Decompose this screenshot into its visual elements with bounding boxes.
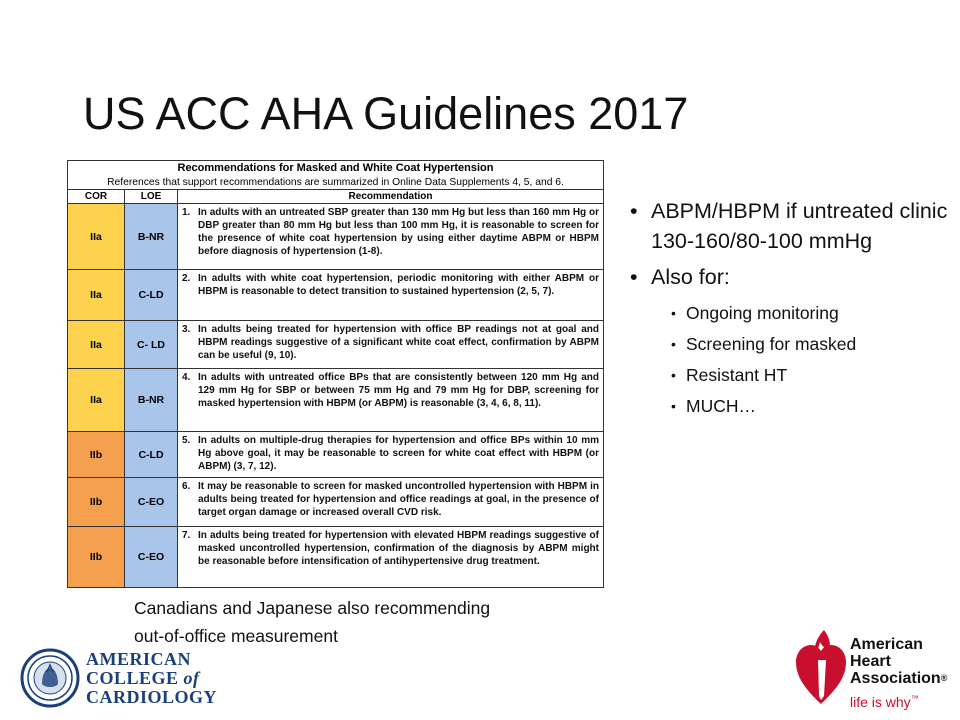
table-row (68, 204, 604, 270)
recommendation-cell (178, 527, 604, 588)
table-row (68, 321, 604, 369)
table-row (68, 478, 604, 527)
acc-of: of (183, 667, 200, 688)
acc-line: CARDIOLOGY (86, 686, 218, 707)
rec-number: 6. (182, 481, 191, 492)
aha-association: Association (850, 670, 941, 687)
bullet-also-for (630, 262, 950, 422)
table-row (68, 527, 604, 588)
acc-line: AMERICAN (86, 648, 191, 669)
rec-text: In adults being treated for hypertension with office BP readings not at goal and HBPM readings suggestive of a significant white coat effect, confirmation by ABPM can be useful (9, 10). (198, 324, 599, 361)
cor-cell: IIa (68, 270, 125, 321)
table-caption: Recommendations for Masked and White Coat Hypertension (68, 161, 604, 176)
cor-cell: IIa (68, 204, 125, 270)
aha-trademark: ™ (910, 694, 919, 703)
loe-cell: C- LD (125, 321, 178, 369)
sub-bullet: • Screening for masked (651, 329, 950, 360)
cor-cell: IIb (68, 432, 125, 478)
rec-text: In adults with an untreated SBP greater than 130 mm Hg but less than 160 mm Hg or DBP greater than 80 mm Hg but less than 100 mm Hg, it is reasonable to screen for the presence of white coat hypertension by using either daytime ABPM or HBPM before diagnosis of hypertension (1-8). (198, 207, 599, 257)
aha-tagline-text: life is why (850, 694, 911, 710)
rec-number: 7. (182, 530, 191, 541)
acc-wordmark (86, 650, 217, 707)
footnote-line: Canadians and Japanese also recommending (134, 598, 491, 618)
heart-torch-icon (794, 626, 848, 710)
bullet-list (630, 196, 950, 428)
header-cor: COR (68, 190, 125, 204)
rec-text: In adults with white coat hypertension, periodic monitoring with either ABPM or HBPM is reasonable to detect transition to sustained hypertension (2, 5, 7). (198, 273, 599, 297)
sub-bullet: • MUCH… (651, 391, 950, 422)
bullet-also-for-label: Also for: (651, 265, 730, 289)
rec-text: In adults being treated for hypertension with elevated HBPM readings suggestive of masked uncontrolled hypertension, confirmation of the diagnosis by ABPM might be reasonable before intensification of antihypertensive drug treatment. (198, 530, 599, 567)
loe-cell: B-NR (125, 369, 178, 432)
cor-cell: IIb (68, 478, 125, 527)
rec-text: It may be reasonable to screen for masked uncontrolled hypertension with HBPM in adults being treated for hypertension and office readings at goal, in the presence of target organ damage or increased overall CVD risk. (198, 481, 599, 518)
recommendation-cell (178, 432, 604, 478)
recommendation-cell (178, 369, 604, 432)
cor-cell: IIa (68, 369, 125, 432)
header-recommendation: Recommendation (178, 190, 604, 204)
rec-number: 4. (182, 372, 191, 383)
table-row (68, 270, 604, 321)
acc-line (86, 669, 217, 688)
sub-bullet-list (651, 298, 950, 422)
recommendation-cell (178, 321, 604, 369)
footnote-text (134, 594, 490, 650)
acc-college: COLLEGE (86, 667, 179, 688)
table-header-row (68, 190, 604, 204)
rec-number: 1. (182, 207, 191, 218)
aha-line (850, 670, 947, 687)
sub-bullet: • Ongoing monitoring (651, 298, 950, 329)
bullet-abpm: • ABPM/HBPM if untreated clinic 130-160/80-100 mmHg (630, 196, 950, 256)
acc-logo (20, 648, 217, 708)
cor-cell: IIb (68, 527, 125, 588)
recommendation-cell (178, 204, 604, 270)
loe-cell: C-EO (125, 478, 178, 527)
recommendation-cell (178, 270, 604, 321)
slide-title: US ACC AHA Guidelines 2017 (83, 88, 689, 139)
aha-line: American (850, 636, 923, 653)
recommendations-table (67, 160, 604, 588)
header-loe: LOE (125, 190, 178, 204)
aha-tagline (850, 694, 919, 710)
cor-cell: IIa (68, 321, 125, 369)
rec-number: 2. (182, 273, 191, 284)
rec-number: 3. (182, 324, 191, 335)
aha-registered: ® (940, 673, 948, 683)
footnote-line: out-of-office measurement (134, 626, 338, 646)
loe-cell: B-NR (125, 204, 178, 270)
table-subcaption: References that support recommendations are summarized in Online Data Supplements 4, 5, and 6. (68, 175, 604, 190)
rec-number: 5. (182, 435, 191, 446)
loe-cell: C-LD (125, 432, 178, 478)
sub-bullet: • Resistant HT (651, 360, 950, 391)
loe-cell: C-LD (125, 270, 178, 321)
acc-seal-icon (20, 648, 80, 708)
table-row (68, 369, 604, 432)
rec-text: In adults with untreated office BPs that are consistently between 120 mm Hg and 129 mm Hg for SBP or between 75 mm Hg and 79 mm Hg for DBP, screening for masked hypertension with HBPM (or ABPM) is reasonable (3, 4, 6, 8, 11). (198, 372, 599, 409)
loe-cell: C-EO (125, 527, 178, 588)
table-row (68, 432, 604, 478)
aha-line: Heart (850, 653, 891, 670)
aha-wordmark (850, 636, 947, 687)
rec-text: In adults on multiple-drug therapies for hypertension and office BPs within 10 mm Hg above goal, it may be reasonable to screen for white coat effect with HBPM (or ABPM) (3, 7, 12). (198, 435, 599, 472)
recommendation-cell (178, 478, 604, 527)
